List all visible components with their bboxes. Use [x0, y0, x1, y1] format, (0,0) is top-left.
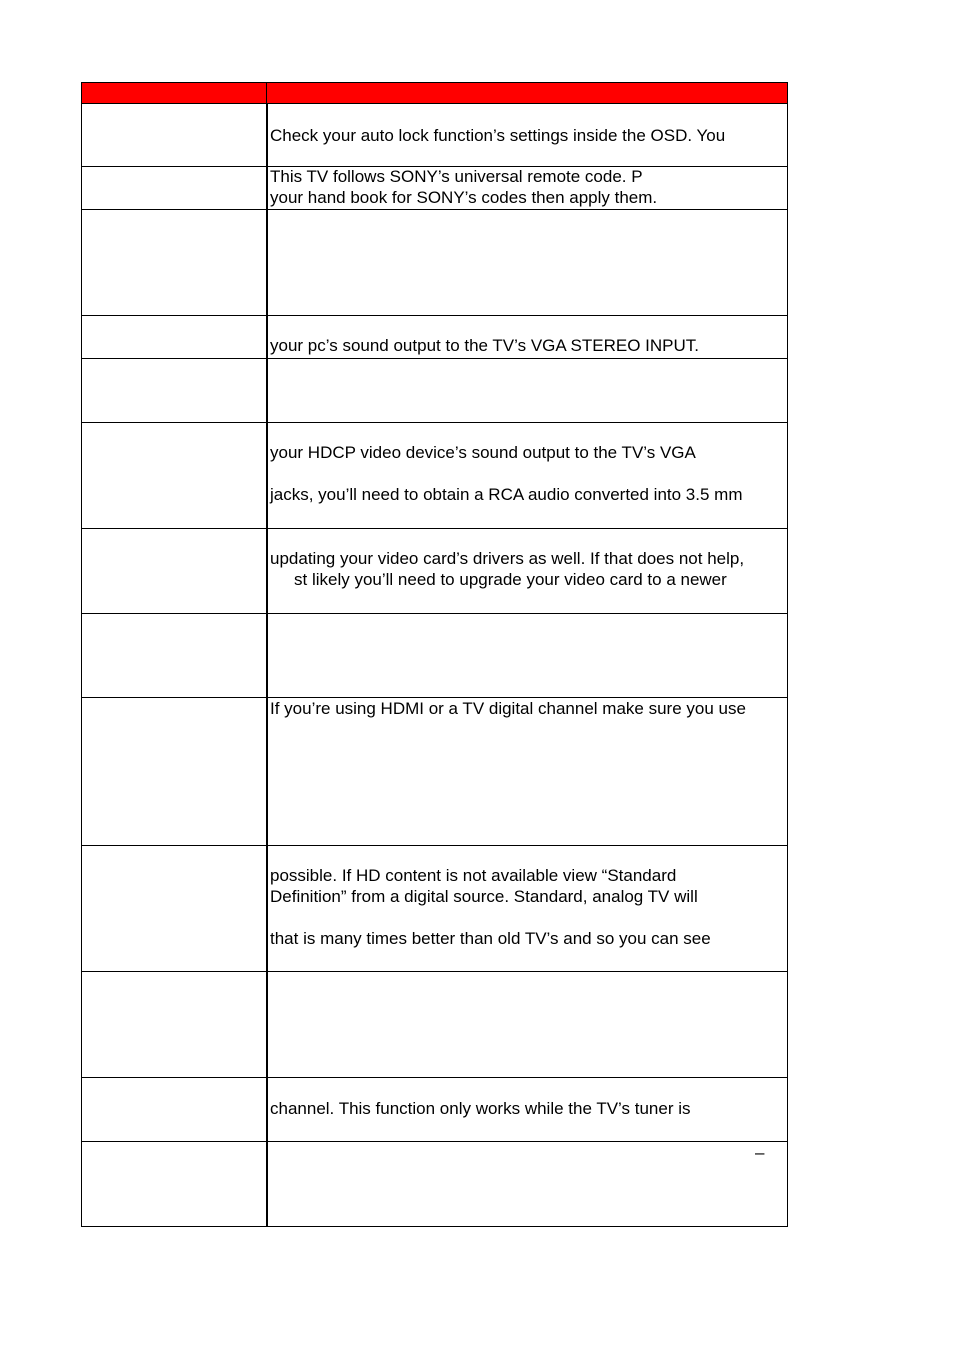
table-row: [81, 359, 788, 423]
table-row: [81, 210, 788, 316]
column-divider: [266, 846, 268, 971]
solution-text: your HDCP video device’s sound output to the TV’s VGA: [270, 443, 696, 462]
column-divider: [266, 359, 268, 422]
table-row: [81, 529, 788, 614]
solution-text: that is many times better than old TV’s and so you can see: [270, 929, 711, 948]
column-divider: [266, 698, 268, 845]
solution-text: your pc’s sound output to the TV’s VGA STEREO INPUT.: [270, 336, 699, 355]
table-header-row: [81, 82, 788, 104]
table-row: [81, 972, 788, 1078]
table-row: [81, 423, 788, 529]
table-row: [81, 614, 788, 698]
table-row: [81, 316, 788, 359]
column-divider: [266, 167, 268, 209]
solution-text: If you’re using HDMI or a TV digital channel make sure you use: [270, 699, 746, 718]
solution-text: Check your auto lock function’s settings inside the OSD. You: [270, 126, 726, 145]
column-divider: [266, 104, 268, 166]
table-row: [81, 698, 788, 846]
column-divider: [266, 316, 268, 358]
table-row: [81, 1078, 788, 1142]
solution-text: possible. If HD content is not available view “Standard: [270, 866, 677, 885]
column-divider: [266, 614, 268, 697]
solution-text: st likely you’ll need to upgrade your video card to a newer: [294, 570, 727, 589]
table-row: [81, 846, 788, 972]
column-divider: [266, 972, 268, 1077]
column-divider: [266, 529, 268, 613]
table-row: [81, 104, 788, 167]
column-divider: [266, 1078, 268, 1141]
solution-text: Definition” from a digital source. Standard, analog TV will: [270, 887, 698, 906]
column-divider: [266, 210, 268, 315]
dash-mark: –: [755, 1143, 765, 1162]
column-divider: [266, 423, 268, 528]
table-row: [81, 167, 788, 210]
table-row: [81, 1142, 788, 1227]
solution-text: channel. This function only works while the TV’s tuner is: [270, 1099, 691, 1118]
solution-text: your hand book for SONY’s codes then apply them.: [270, 188, 658, 207]
column-divider: [266, 83, 267, 103]
troubleshooting-table: [81, 82, 788, 1227]
solution-text: jacks, you’ll need to obtain a RCA audio converted into 3.5 mm: [270, 485, 743, 504]
solution-text: This TV follows SONY’s universal remote code. P: [270, 167, 643, 186]
column-divider: [266, 1142, 268, 1226]
solution-text: updating your video card’s drivers as well. If that does not help,: [270, 549, 745, 568]
